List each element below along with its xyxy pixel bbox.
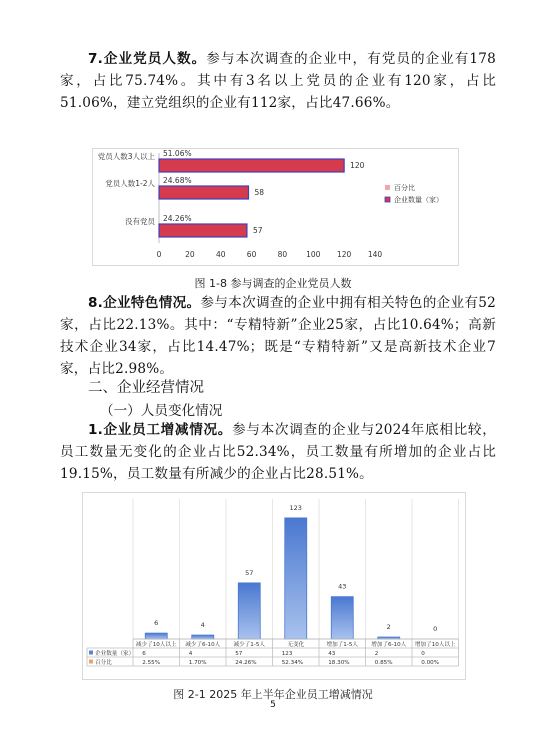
bar-value-label-5: 2	[386, 623, 391, 632]
table-count-5: 2	[374, 650, 379, 657]
bar-0	[159, 159, 344, 172]
legend-label-percent: 百分比	[95, 659, 112, 666]
bar-value-label-2: 57	[245, 568, 254, 577]
percent-label-2: 24.26%	[163, 214, 192, 223]
table-count-4: 43	[328, 650, 336, 657]
legend-swatch-percent	[385, 185, 390, 190]
table-percent-1: 1.70%	[188, 659, 207, 666]
x-tick-4: 80	[277, 250, 288, 259]
figure-1-8-caption: 图 1-8 参与调查的企业党员人数	[194, 277, 352, 290]
x-tick-5: 100	[306, 250, 321, 259]
table-category-2: 减少了1-5人	[233, 641, 266, 648]
percent-label-0: 51.06%	[163, 149, 192, 158]
table-count-6: 0	[421, 650, 425, 657]
category-label-2: 没有党员	[125, 217, 155, 226]
legend-swatch-count	[385, 197, 390, 202]
table-category-4: 增加了1-5人	[326, 641, 359, 648]
percent-label-1: 24.68%	[163, 176, 192, 185]
figure-2-1-caption: 图 2-1 2025 年上半年企业员工增减情况	[173, 688, 373, 701]
table-category-6: 增加了10人以上	[414, 641, 456, 648]
table-count-1: 4	[188, 650, 193, 657]
bar-1	[159, 186, 248, 199]
x-tick-2: 40	[215, 250, 226, 259]
table-count-0: 6	[142, 650, 146, 657]
value-label-0: 120	[350, 161, 365, 170]
category-label-1: 党员人数1-2人	[105, 179, 155, 188]
x-tick-1: 20	[185, 250, 195, 259]
table-percent-0: 2.55%	[142, 659, 161, 666]
staff-change-chart-svg	[83, 493, 465, 679]
section-7-paragraph	[60, 48, 496, 114]
section-1-title: 1.企业员工增减情况。	[88, 422, 233, 438]
table-percent-6: 0.00%	[421, 659, 440, 666]
legend-swatch-count	[89, 651, 93, 655]
legend-label-count: 企业数量（家）	[95, 650, 135, 657]
table-percent-4: 18.30%	[328, 659, 350, 666]
legend-label-percent: 百分比	[394, 184, 415, 192]
heading-staff-changes: （一）人员变化情况	[100, 403, 223, 419]
heading-business-operations: 二、企业经营情况	[88, 380, 204, 396]
bar-value-label-3: 123	[289, 503, 302, 512]
section-7-title: 7.企业党员人数。	[88, 51, 207, 67]
section-1-body: 参与本次调查的企业与2024年底相比较，员工数量无变化的企业占比52.34%，员工数量有所增加的企业占比19.15%，员工数量有所减少的企业占比28.51%。	[60, 422, 497, 482]
table-percent-5: 0.85%	[374, 659, 393, 666]
bar-2	[238, 583, 260, 639]
x-tick-0: 0	[156, 250, 162, 259]
section-1-paragraph	[60, 419, 496, 485]
value-label-2: 57	[252, 226, 263, 235]
value-label-1: 58	[254, 188, 265, 197]
table-category-0: 减少了10人以上	[135, 641, 177, 648]
bar-4	[331, 597, 353, 639]
bar-value-label-4: 43	[338, 582, 347, 591]
bar-value-label-0: 6	[154, 619, 159, 628]
table-percent-2: 24.26%	[235, 659, 257, 666]
bar-value-label-6: 0	[433, 625, 438, 633]
table-count-2: 57	[235, 650, 243, 657]
x-tick-3: 60	[246, 250, 257, 259]
section-8-title: 8.企业特色情况。	[88, 295, 201, 311]
table-percent-3: 52.34%	[281, 659, 304, 666]
table-category-5: 增加了6-10人	[371, 641, 407, 648]
bar-2	[159, 224, 247, 237]
staff-change-chart	[82, 492, 466, 680]
party-members-chart	[92, 148, 459, 266]
bar-3	[285, 518, 307, 639]
x-tick-7: 140	[367, 250, 383, 259]
table-count-3: 123	[281, 650, 293, 657]
table-category-3: 无变化	[287, 641, 305, 648]
section-8-body: 参与本次调查的企业中拥有相关特色的企业有52家，占比22.13%。其中：“专精特新”企业25家，占比10.64%；高新技术企业34家，占比14.47%；既是“专精特新”又是高新技术企业7家，占比2.98%。	[60, 295, 496, 377]
section-7-body: 参与本次调查的企业中，有党员的企业有178家，占比75.74%。其中有3名以上党员的企业有120家，占比51.06%，建立党组织的企业有112家，占比47.66%。	[60, 51, 496, 111]
bar-1	[192, 635, 214, 639]
section-8-paragraph	[60, 292, 496, 380]
party-members-chart-svg	[93, 149, 458, 265]
category-label-0: 党员人数3人以上	[97, 152, 155, 161]
legend-swatch-percent	[89, 660, 93, 664]
bar-0	[145, 633, 167, 639]
legend-label-count: 企业数量（家）	[394, 196, 443, 204]
x-tick-6: 120	[336, 250, 352, 259]
table-category-1: 减少了6-10人	[185, 641, 221, 648]
bar-value-label-1: 4	[200, 621, 205, 630]
page-number: 5	[270, 700, 276, 710]
